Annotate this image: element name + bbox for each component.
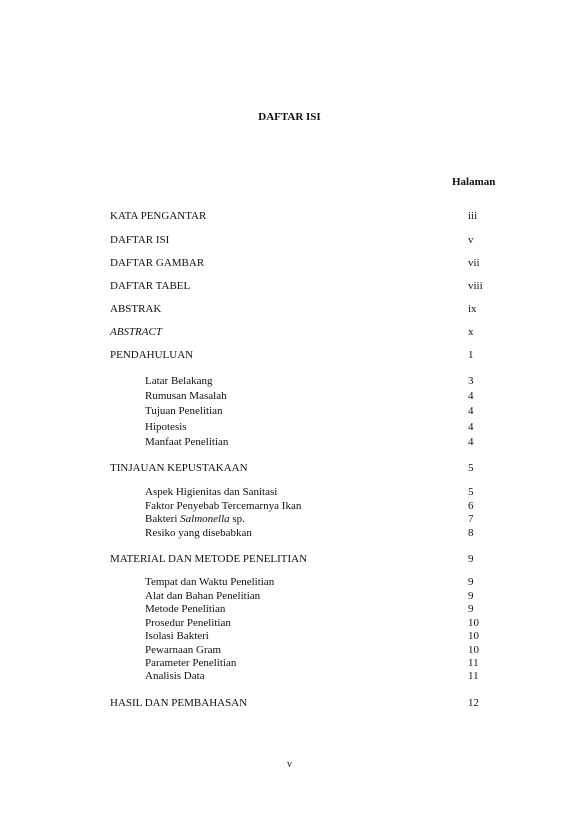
toc-entry-page: 5: [468, 462, 474, 474]
toc-subentry-page: 4: [468, 390, 474, 402]
toc-subentry-label: [145, 512, 245, 526]
toc-subentry-label: Tempat dan Waktu Penelitian: [145, 576, 275, 588]
label-prefix: Bakteri: [145, 513, 181, 525]
toc-entry-daftar-tabel: [110, 279, 579, 293]
toc-subentry-label: Pewarnaan Gram: [145, 644, 222, 656]
toc-entry-label: PENDAHULUAN: [110, 349, 194, 361]
toc-entry-page: v: [468, 234, 474, 246]
toc-subentry: [110, 526, 579, 540]
label-italic: Salmonella: [180, 513, 230, 525]
toc-subentry-page: 9: [468, 603, 474, 615]
toc-subentry-page: 5: [468, 486, 474, 498]
toc-subentry: [110, 435, 579, 449]
toc-subentry-page: 10: [468, 644, 479, 656]
toc-subentry: [110, 512, 579, 526]
toc-entry-material-metode: [110, 552, 579, 566]
toc-subentry-page: 7: [468, 513, 474, 525]
toc-subentry-label: Rumusan Masalah: [145, 390, 227, 402]
toc-entry-page: vii: [468, 257, 480, 269]
toc-subentry-label: Prosedur Penelitian: [145, 617, 231, 629]
toc-entry-label: DAFTAR GAMBAR: [110, 257, 205, 269]
toc-entry-page: iii: [468, 210, 478, 222]
toc-subentry-page: 3: [468, 375, 474, 387]
toc-entry-label: ABSTRAK: [110, 303, 162, 315]
toc-subentry-label: Alat dan Bahan Penelitian: [145, 590, 261, 602]
toc-subentry-label: Isolasi Bakteri: [145, 630, 209, 642]
toc-entry-label: HASIL DAN PEMBAHASAN: [110, 697, 248, 709]
toc-subentry-label: Faktor Penyebab Tercemarnya Ikan: [145, 500, 302, 512]
toc-entry-page: 1: [468, 349, 474, 361]
toc-subentry: [110, 602, 579, 616]
toc-subentry-page: 4: [468, 436, 474, 448]
toc-subentry-page: 9: [468, 576, 474, 588]
toc-subentry-page: 9: [468, 590, 474, 602]
toc-entry-page: 9: [468, 553, 474, 565]
label-suffix: sp.: [229, 513, 245, 525]
toc-subentry: [110, 374, 579, 388]
toc-entry-daftar-isi: [110, 233, 579, 247]
toc-subentry: [110, 589, 579, 603]
toc-subentry-page: 10: [468, 630, 479, 642]
toc-subentry: [110, 669, 579, 683]
toc-subentry-label: Aspek Higienitas dan Sanitasi: [145, 486, 278, 498]
toc-subentry-label: Tujuan Penelitian: [145, 405, 223, 417]
toc-subentry-label: Analisis Data: [145, 670, 205, 682]
toc-subentry: [110, 643, 579, 657]
toc-entry-tinjauan-kepustakaan: [110, 461, 579, 475]
toc-entry-pendahuluan: [110, 348, 579, 362]
toc-subentry-page: 8: [468, 527, 474, 539]
toc-subentry: [110, 420, 579, 434]
toc-entry-hasil-pembahasan: [110, 696, 579, 710]
toc-subentry-page: 4: [468, 405, 474, 417]
toc-subentry: [110, 499, 579, 513]
toc-entry-abstract: [110, 325, 579, 339]
toc-subentry-label: Resiko yang disebabkan: [145, 527, 252, 539]
toc-entry-daftar-gambar: [110, 256, 579, 270]
toc-entry-label: ABSTRACT: [110, 326, 162, 338]
toc-subentry-label: Hipotesis: [145, 421, 187, 433]
toc-entry-page: ix: [468, 303, 477, 315]
toc-entry-label: TINJAUAN KEPUSTAKAAN: [110, 462, 248, 474]
toc-entry-page: x: [468, 326, 474, 338]
toc-entry-label: KATA PENGANTAR: [110, 210, 207, 222]
toc-subentry-page: 11: [468, 670, 479, 682]
toc-subentry: [110, 389, 579, 403]
toc-subentry-page: 4: [468, 421, 474, 433]
toc-subentry: [110, 656, 579, 670]
toc-entry-page: 12: [468, 697, 479, 709]
toc-subentry-label: Parameter Penelitian: [145, 657, 237, 669]
page-title: DAFTAR ISI: [258, 111, 321, 123]
toc-entry-page: viii: [468, 280, 483, 292]
toc-entry-label: DAFTAR ISI: [110, 234, 170, 246]
toc-subentry-label: Manfaat Penelitian: [145, 436, 229, 448]
toc-subentry: [110, 575, 579, 589]
footer-page-number: v: [287, 759, 292, 770]
toc-subentry-page: 11: [468, 657, 479, 669]
toc-subentry-page: 10: [468, 617, 479, 629]
toc-subentry-page: 6: [468, 500, 474, 512]
toc-subentry: [110, 629, 579, 643]
toc-entry-kata-pengantar: [110, 209, 579, 223]
toc-subentry: [110, 404, 579, 418]
toc-entry-label: MATERIAL DAN METODE PENELITIAN: [110, 553, 308, 565]
toc-entry-abstrak: [110, 302, 579, 316]
toc-subentry: [110, 616, 579, 630]
toc-subentry: [110, 485, 579, 499]
toc-subentry-label: Metode Penelitian: [145, 603, 226, 615]
toc-subentry-label: Latar Belakang: [145, 375, 213, 387]
toc-entry-label: DAFTAR TABEL: [110, 280, 191, 292]
page-column-header: Halaman: [452, 176, 496, 188]
